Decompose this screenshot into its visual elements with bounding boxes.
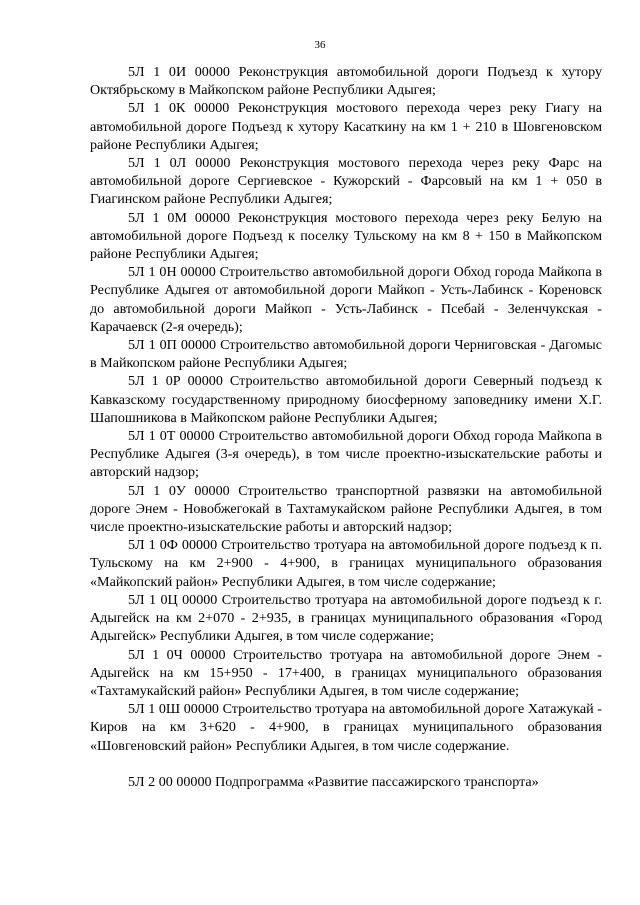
paragraph-5l10i: 5Л 1 0И 00000 Реконструкция автомобильной дороги Подъезд к хутору Октябрьскому в Майкопском районе Республики Адыгея; (90, 64, 602, 99)
paragraph-5l10k: 5Л 1 0К 00000 Реконструкция мостового перехода через реку Гиагу на автомобильной дороге Подъезд к хутору Касаткину на км 1 + 210 в Шовгеновском районе Республики Адыгея; (90, 100, 602, 153)
page-number: 36 (314, 39, 326, 51)
paragraph-5l10ts: 5Л 1 0Ц 00000 Строительство тротуара на автомобильной дороге подъезд к г. Адыгейск на км 2+070 - 2+935, в границах муниципального образования «Город Адыгейск» Республики Адыгея, в том числе содержание; (90, 591, 602, 645)
paragraph-5l10m: 5Л 1 0М 00000 Реконструкция мостового перехода через реку Белую на автомобильной дороге Подъезд к поселку Тульскому на км 8 + 150 в Майкопском районе Республики Адыгея; (90, 209, 602, 263)
paragraph-5l10l: 5Л 1 0Л 00000 Реконструкция мостового перехода через реку Фарс на автомобильной дороге Сергиевское - Кужорский - Фарсовый на км 1 + 050 в Гиагинском районе Республики Адыгея; (90, 155, 602, 208)
paragraph-5l10u: 5Л 1 0У 00000 Строительство транспортной развязки на автомобильной дороге Энем - Новобжегокай в Тахтамукайском районе Республики Адыгея, в том числе проектно-изыскательские работы и авторский надзор; (90, 482, 602, 536)
paragraph-5l10p: 5Л 1 0П 00000 Строительство автомобильной дороги Черниговская - Дагомыс в Майкопском районе Республики Адыгея; (90, 337, 602, 372)
document-body (90, 63, 602, 791)
paragraph-5l10n: 5Л 1 0Н 00000 Строительство автомобильной дороги Обход города Майкопа в Республике Адыгея от автомобильной дороги Майкоп - Усть-Лабинск - Кореновск до автомобильной дороги Майкоп - Усть-Лабинск - Псебай - Зеленчукская - Карачаевск (2-я очередь); (90, 264, 602, 335)
paragraph-5l10sh: 5Л 1 0Ш 00000 Строительство тротуара на автомобильной дороге Хатажукай - Киров на км 3+620 - 4+900, в границах муниципального образования «Шовгеновский район» Республики Адыгея, в том числе содержание. (90, 701, 602, 754)
subprogram-heading: 5Л 2 00 00000 Подпрограмма «Развитие пассажирского транспорта» (128, 773, 539, 790)
paragraph-5l10t: 5Л 1 0Т 00000 Строительство автомобильной дороги Обход города Майкопа в Республике Адыгея (3-я очередь), в том числе проектно-изыскательские работы и авторский надзор; (90, 428, 602, 481)
paragraph-5l10r: 5Л 1 0Р 00000 Строительство автомобильной дороги Северный подъезд к Кавказскому государственному природному биосферному заповеднику имени Х.Г. Шапошникова в Майкопском районе Республики Адыгея; (90, 373, 602, 426)
paragraph-5l10ch: 5Л 1 0Ч 00000 Строительство тротуара на автомобильной дороге Энем - Адыгейск на км 15+950 - 17+400, в границах муниципального образования «Тахтамукайский район» Республики Адыгея, в том числе содержание; (90, 646, 602, 699)
paragraph-5l10f: 5Л 1 0Ф 00000 Строительство тротуара на автомобильной дороге подъезд к п. Тульскому на км 2+900 - 4+900, в границах муниципального образования «Майкопский район» Республики Адыгея, в том числе содержание; (90, 537, 602, 590)
